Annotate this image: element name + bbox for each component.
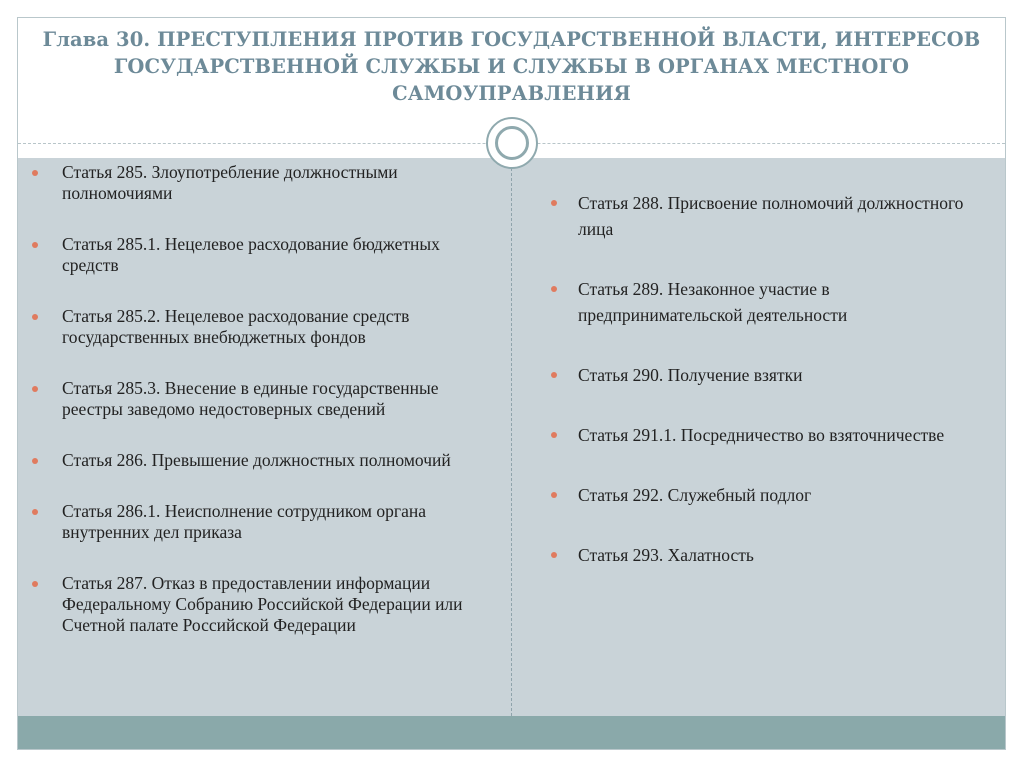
- list-item-text: Статья 290. Получение взятки: [578, 365, 803, 385]
- list-item-text: Статья 285.3. Внесение в единые государственные реестры заведомо недостоверных сведений: [62, 378, 439, 419]
- list-item-text: Статья 287. Отказ в предоставлении информации Федеральному Собранию Российской Федерации или Счетной палате Российской Федерации: [62, 573, 463, 635]
- footer-bar: [18, 716, 1005, 750]
- list-item: [545, 542, 995, 568]
- emblem-inner-ring: [495, 126, 529, 160]
- list-item-text: Статья 285.2. Нецелевое расходование средств государственных внебюджетных фондов: [62, 306, 410, 347]
- slide-title: Глава 30. ПРЕСТУПЛЕНИЯ ПРОТИВ ГОСУДАРСТВЕННОЙ ВЛАСТИ, ИНТЕРЕСОВ ГОСУДАРСТВЕННОЙ СЛУЖБЫ И СЛУЖБЫ В ОРГАНАХ МЕСТНОГО САМОУПРАВЛЕНИЯ: [42, 28, 981, 105]
- slide: [17, 17, 1006, 750]
- bullet-dot-icon: [32, 509, 38, 515]
- bullet-dot-icon: [32, 386, 38, 392]
- left-article-list: [28, 162, 498, 666]
- list-item: [545, 362, 995, 388]
- bullet-dot-icon: [32, 170, 38, 176]
- list-item: [545, 422, 995, 448]
- bullet-dot-icon: [32, 314, 38, 320]
- column-divider: [511, 158, 512, 716]
- list-item-text: Статья 293. Халатность: [578, 545, 754, 565]
- list-item: [28, 162, 498, 204]
- bullet-dot-icon: [32, 581, 38, 587]
- list-item-text: Статья 286. Превышение должностных полномочий: [62, 450, 451, 470]
- list-item-text: Статья 286.1. Неисполнение сотрудником органа внутренних дел приказа: [62, 501, 426, 542]
- list-item: [28, 306, 498, 348]
- bullet-dot-icon: [32, 458, 38, 464]
- list-item: [545, 276, 995, 328]
- list-item: [28, 378, 498, 420]
- list-item-text: Статья 291.1. Посредничество во взяточничестве: [578, 425, 945, 445]
- list-item-text: Статья 288. Присвоение полномочий должностного лица: [578, 193, 964, 239]
- list-item-text: Статья 289. Незаконное участие в предпринимательской деятельности: [578, 279, 848, 325]
- bullet-dot-icon: [32, 242, 38, 248]
- list-item: [28, 234, 498, 276]
- bullet-dot-icon: [551, 200, 557, 206]
- list-item: [28, 450, 498, 471]
- bullet-dot-icon: [551, 372, 557, 378]
- right-article-list: [545, 190, 995, 602]
- bullet-dot-icon: [551, 552, 557, 558]
- bullet-dot-icon: [551, 492, 557, 498]
- list-item: [545, 482, 995, 508]
- list-item: [545, 190, 995, 242]
- bullet-dot-icon: [551, 286, 557, 292]
- list-item-text: Статья 292. Служебный подлог: [578, 485, 812, 505]
- list-item-text: Статья 285.1. Нецелевое расходование бюджетных средств: [62, 234, 440, 275]
- list-item-text: Статья 285. Злоупотребление должностными полномочиями: [62, 162, 398, 203]
- list-item: [28, 501, 498, 543]
- bullet-dot-icon: [551, 432, 557, 438]
- list-item: [28, 573, 498, 636]
